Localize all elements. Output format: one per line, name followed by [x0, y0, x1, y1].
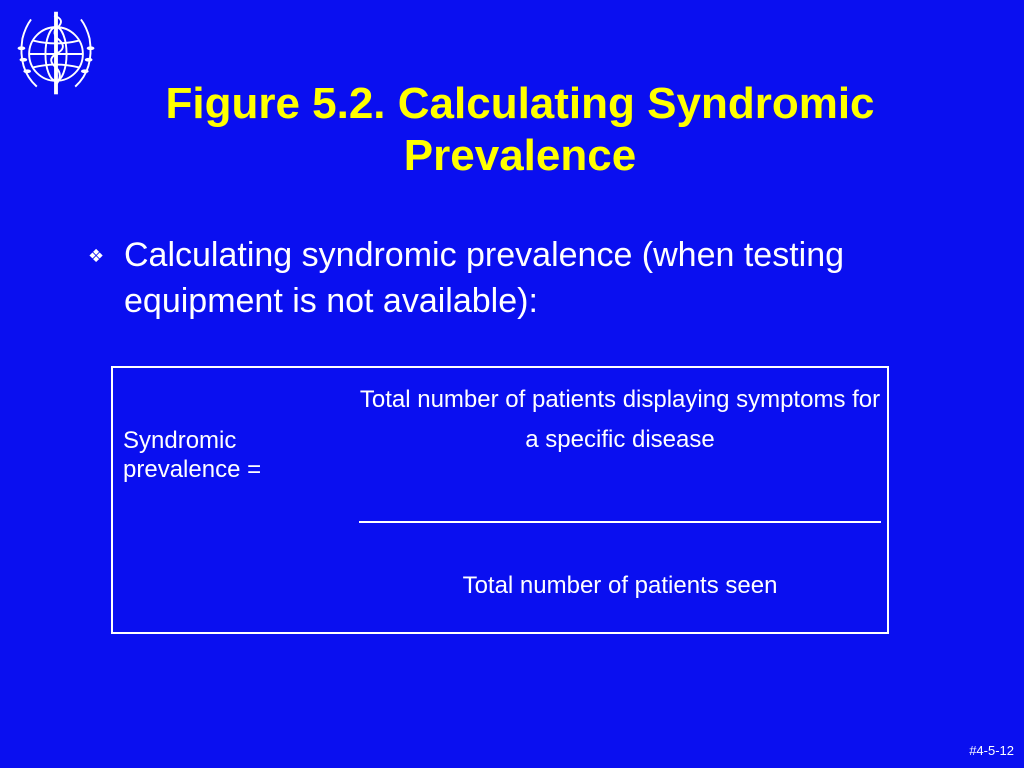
slide-title: Figure 5.2. Calculating Syndromic Prevalence: [165, 79, 875, 180]
formula-lhs: Syndromic prevalence =: [123, 427, 262, 483]
formula-box: [111, 366, 889, 634]
fraction-line: [359, 521, 881, 523]
formula-denominator: Total number of patients seen: [462, 572, 778, 599]
diamond-bullet-icon: ❖: [88, 246, 105, 266]
formula-numerator: Total number of patients displaying symptoms for a specific disease: [359, 386, 881, 453]
bullet-item: [88, 232, 888, 324]
bullet-text: Calculating syndromic prevalence (when testing equipment is not available):: [124, 236, 845, 320]
slide-number: #4-5-12: [969, 743, 1014, 758]
